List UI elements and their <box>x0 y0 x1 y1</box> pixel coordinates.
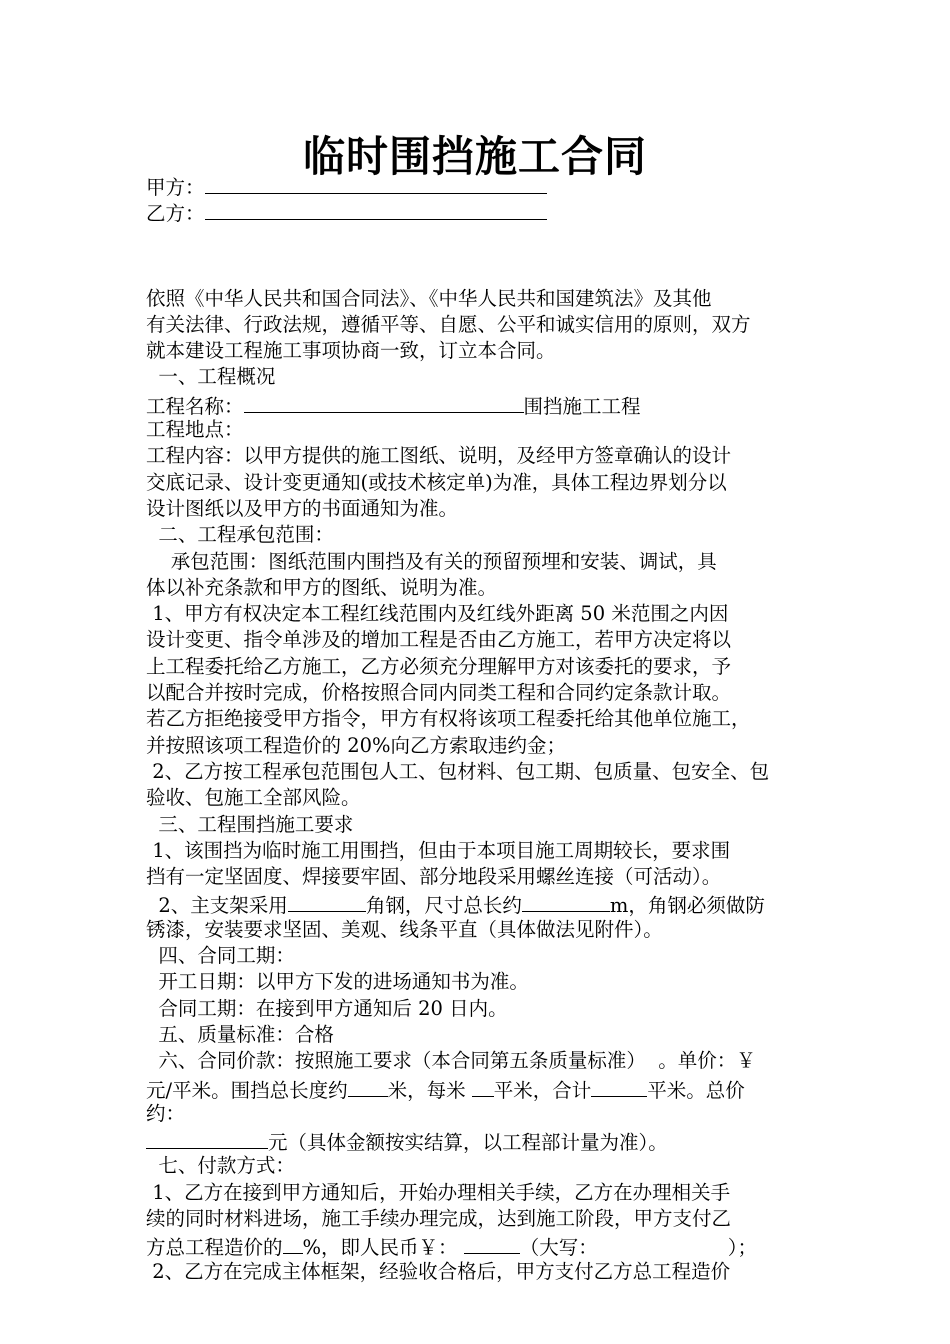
paragraph-line: 就本建设工程施工事项协商一致，订立本合同。 <box>146 339 556 363</box>
paragraph-line: 有关法律、行政法规，遵循平等、自愿、公平和诚实信用的原则，双方 <box>146 312 751 336</box>
section-heading: 一、工程概况 <box>146 365 276 389</box>
section-heading: 五、质量标准：合格 <box>146 1022 334 1046</box>
paragraph-line: 合同工期：在接到甲方通知后 20 日内。 <box>146 996 508 1020</box>
paragraph-line: 2、乙方按工程承包范围包人工、包材料、包工期、包质量、包安全、包 <box>146 759 770 783</box>
percent-label: 方总工程造价的 <box>146 1236 283 1259</box>
total-area-blank <box>591 1075 647 1097</box>
paragraph-line: 设计图纸以及甲方的书面通知为准。 <box>146 496 459 520</box>
document-body <box>146 172 811 1285</box>
party-b-label: 乙方： <box>146 202 205 225</box>
section-heading: 六、合同价款：按照施工要求（本合同第五条质量标准） 。单价：￥ <box>146 1049 756 1073</box>
total-price-label: 平米。总价 <box>647 1078 745 1101</box>
paragraph-line: 工程内容：以甲方提供的施工图纸、说明，及经甲方签章确认的设计 <box>146 444 732 468</box>
project-name-label: 工程名称： <box>146 394 244 418</box>
paragraph-line: 上工程委托给乙方施工，乙方必须充分理解甲方对该委托的要求，予 <box>146 654 732 678</box>
paragraph-line: 承包范围：图纸范围内围挡及有关的预留预埋和安装、调试，具 <box>146 549 717 573</box>
paragraph-line: 约： <box>146 1101 186 1125</box>
paragraph-line: 工程地点： <box>146 418 244 442</box>
section-heading: 三、工程围挡施工要求 <box>146 812 354 836</box>
length-label: 元/平米。围挡总长度约 <box>146 1078 348 1101</box>
steel-label: 2、主支架采用 <box>146 894 288 917</box>
party-a-line <box>146 172 811 198</box>
paragraph-line: 以配合并按时完成，价格按照合同内同类工程和合同约定条款计取。 <box>146 681 732 705</box>
project-name-line <box>146 391 811 417</box>
paragraph-line: 若乙方拒绝接受甲方指令，甲方有权将该项工程委托给其他单位施工， <box>146 707 751 731</box>
project-name-blank <box>244 391 524 413</box>
paragraph-line: 1、甲方有权决定本工程红线范围内及红线外距离 50 米范围之内因 <box>146 602 729 626</box>
section-heading: 四、合同工期： <box>146 944 295 968</box>
price-line <box>146 1075 811 1101</box>
capital-close: ）； <box>727 1236 758 1259</box>
total-area-label: 平米，合计 <box>493 1078 592 1101</box>
paragraph-line: 依照《中华人民共和国合同法》、《中华人民共和国建筑法》及其他 <box>146 286 712 310</box>
steel-length-blank <box>522 890 610 912</box>
total-amount-suffix: 元（具体金额按实结算，以工程部计量为准）。 <box>268 1131 668 1154</box>
steel-spec-line <box>146 890 811 916</box>
paragraph-line: 交底记录、设计变更通知(或技术核定单)为准，具体工程边界划分以 <box>146 470 727 494</box>
rmb-blank <box>464 1232 520 1254</box>
per-meter-label: 米，每米 <box>387 1078 472 1101</box>
steel-type-blank <box>288 890 366 912</box>
steel-suffix: m，角钢必须做防 <box>609 894 765 917</box>
rmb-label: %，即人民币￥： <box>302 1236 458 1259</box>
paragraph-line: 体以补充条款和甲方的图纸、说明为准。 <box>146 575 498 599</box>
paragraph-line: 设计变更、指令单涉及的增加工程是否由乙方施工，若甲方决定将以 <box>146 628 732 652</box>
paragraph-line: 挡有一定坚固度、焊接要牢固、部分地段采用螺丝连接（可活动）。 <box>146 865 722 889</box>
paragraph-line: 续的同时材料进场，施工手续办理完成，达到施工阶段，甲方支付乙 <box>146 1206 732 1230</box>
paragraph-line: 1、该围挡为临时施工用围挡，但由于本项目施工周期较长，要求围 <box>146 838 731 862</box>
total-amount-line <box>146 1127 811 1153</box>
section-heading: 二、工程承包范围： <box>146 523 334 547</box>
paragraph-line: 2、乙方在完成主体框架，经验收合格后，甲方支付乙方总工程造价 <box>146 1259 731 1283</box>
total-amount-blank <box>146 1127 268 1149</box>
spacer <box>146 225 811 286</box>
paragraph-line: 锈漆，安装要求坚固、美观、线条平直（具体做法见附件）。 <box>146 917 663 941</box>
paragraph-line: 验收、包施工全部风险。 <box>146 786 361 810</box>
party-b-line <box>146 198 811 224</box>
party-a-label: 甲方： <box>146 176 205 199</box>
capital-label: （大写： <box>519 1236 598 1259</box>
per-meter-blank <box>472 1075 494 1097</box>
project-name-suffix: 围挡施工工程 <box>523 394 641 418</box>
paragraph-line: 开工日期：以甲方下发的进场通知书为准。 <box>146 970 529 994</box>
length-blank <box>348 1075 388 1097</box>
document-title: 临时围挡施工合同 <box>302 132 647 181</box>
paragraph-line: 1、乙方在接到甲方通知后，开始办理相关手续，乙方在办理相关手 <box>146 1180 731 1204</box>
steel-length-label: 角钢，尺寸总长约 <box>365 894 522 917</box>
payment-line <box>146 1232 811 1258</box>
paragraph-line: 并按照该项工程造价的 20%向乙方索取违约金； <box>146 733 567 757</box>
party-a-blank <box>205 172 547 194</box>
section-heading: 七、付款方式： <box>146 1154 295 1178</box>
percent-blank <box>283 1232 303 1254</box>
party-b-blank <box>205 198 547 220</box>
